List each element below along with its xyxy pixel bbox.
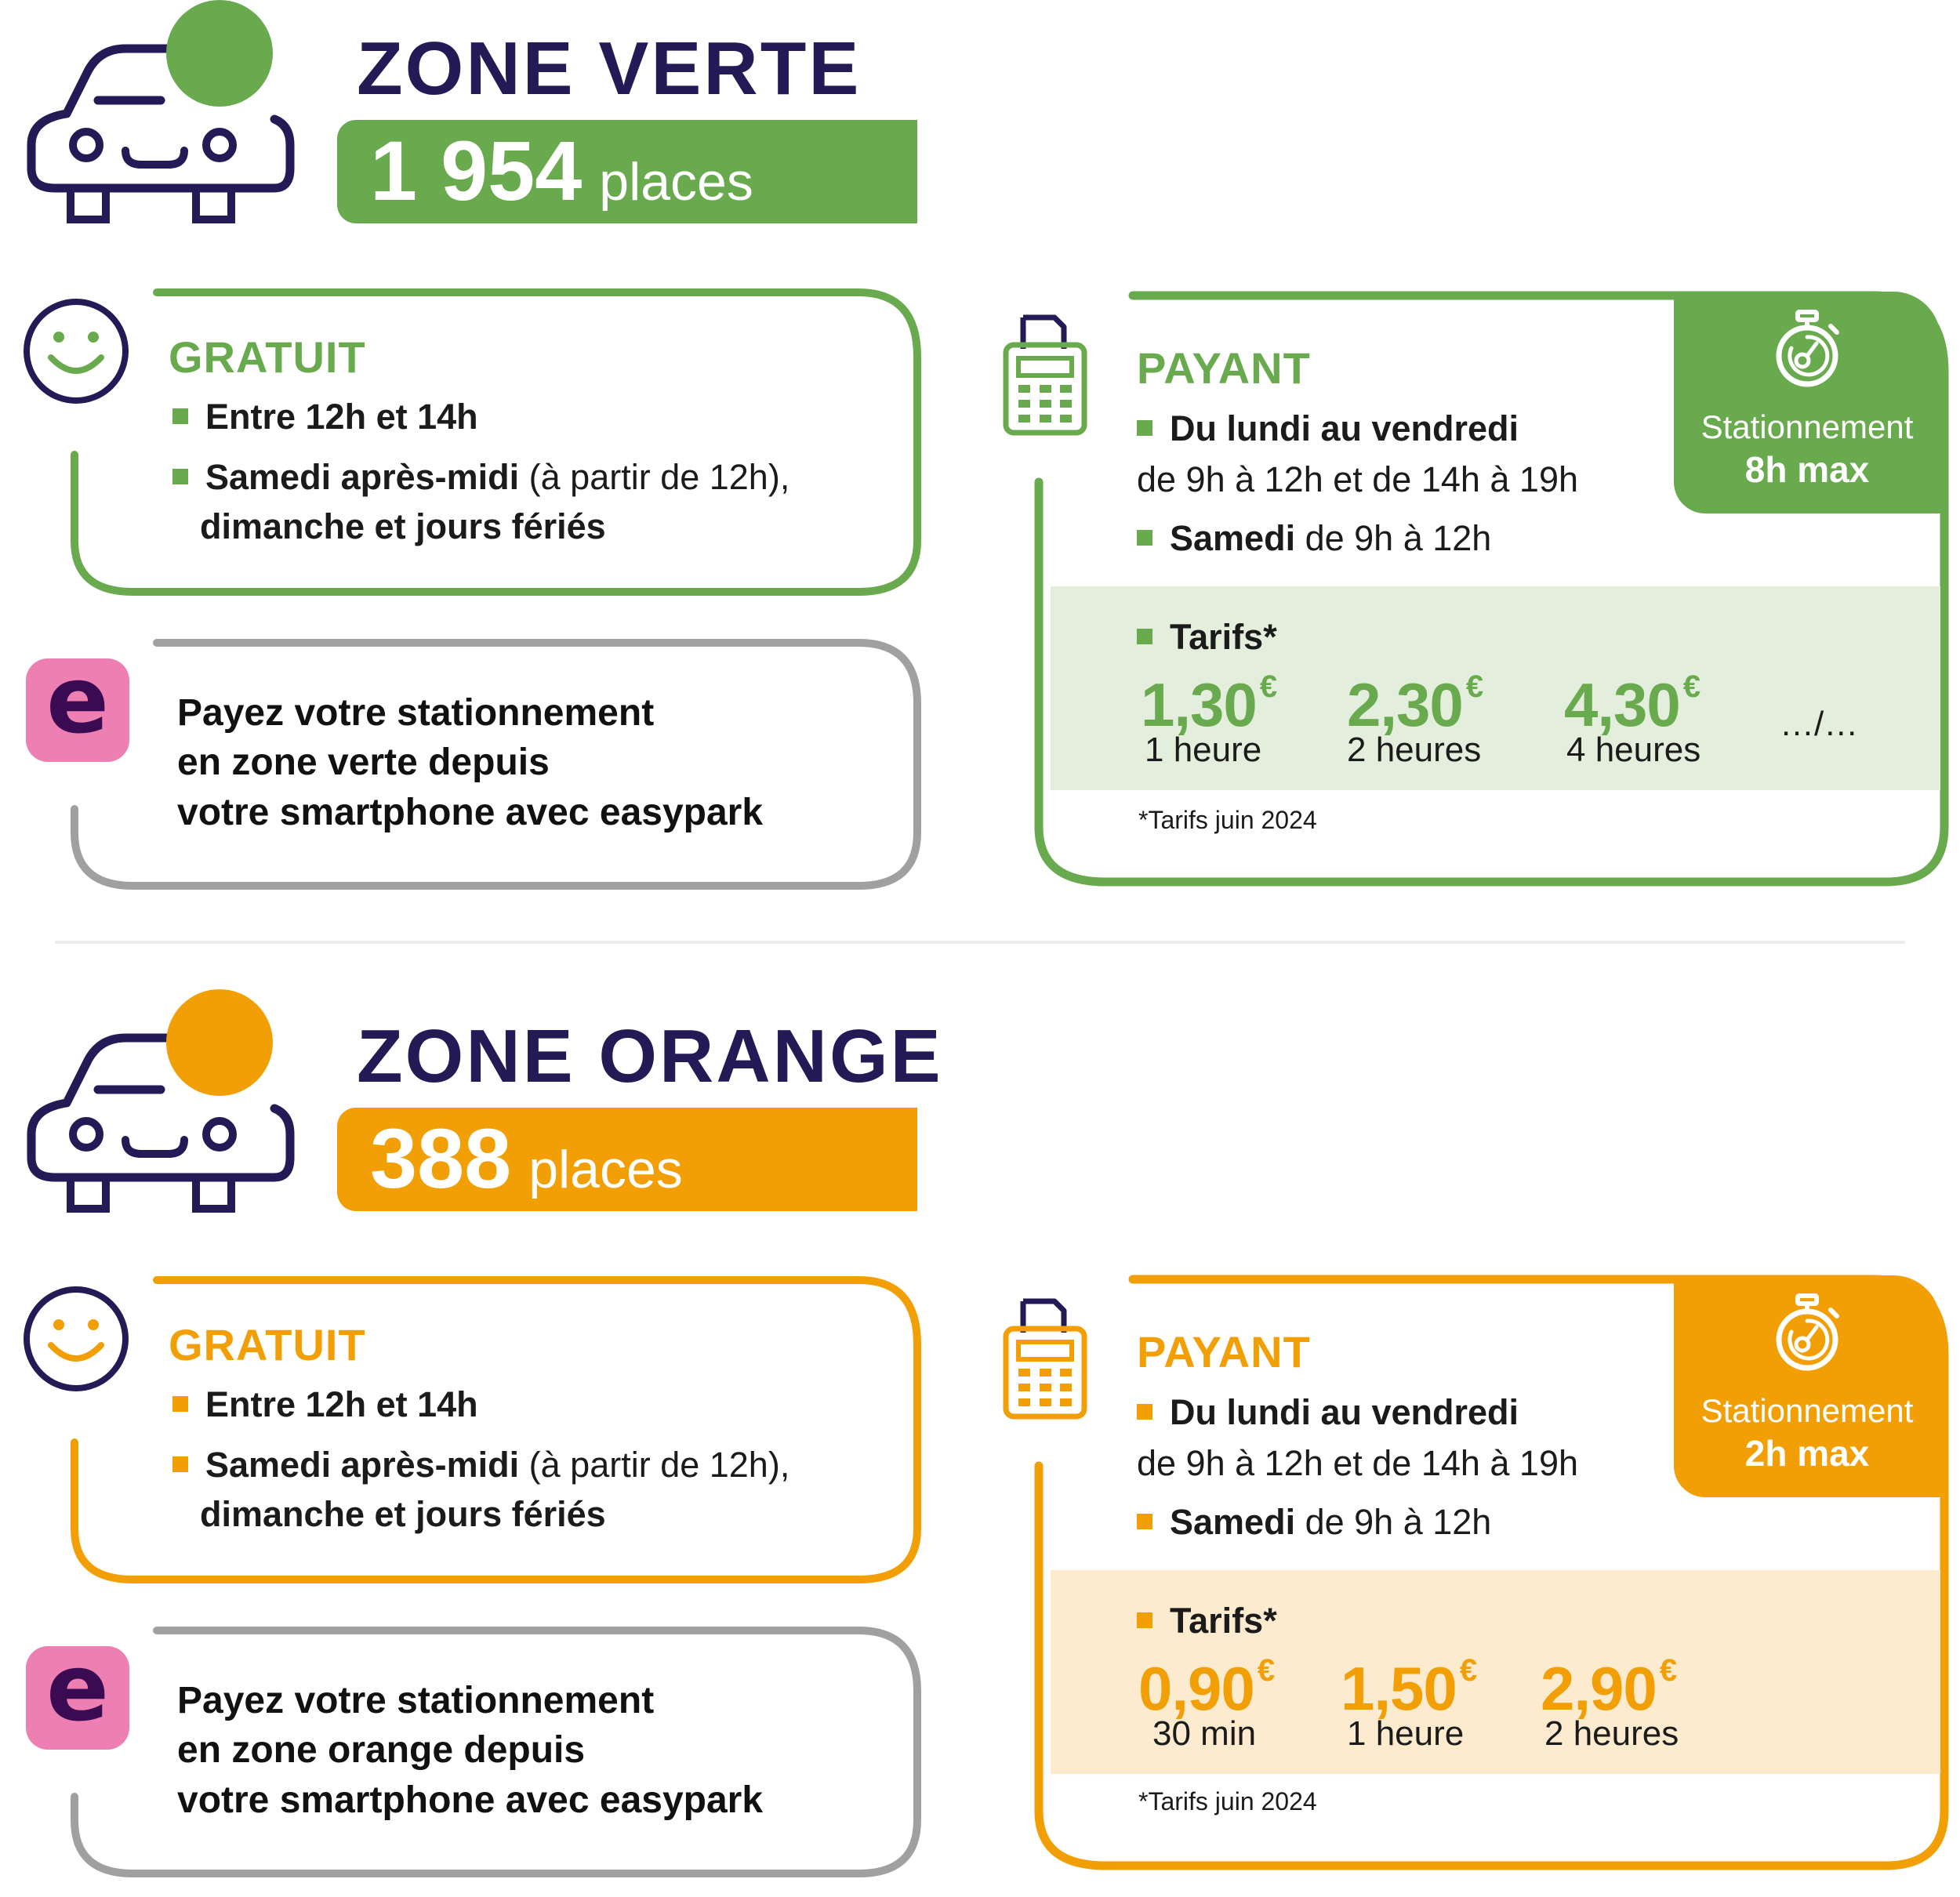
tarif-duration: 1 heure	[1347, 1714, 1465, 1753]
tarif-price: 4,30 €	[1564, 669, 1700, 739]
stopwatch-icon	[1768, 309, 1846, 387]
payant-item-1-line2: de 9h à 12h et de 14h à 19h	[1137, 459, 1579, 499]
bullet-square	[172, 469, 188, 484]
car-icon	[24, 989, 290, 1217]
tarif-price: 1,30 €	[1141, 669, 1277, 739]
payant-item-1: Du lundi au vendredi	[1137, 408, 1519, 450]
gratuit-item-2-line2: dimanche et jours fériés	[200, 1494, 606, 1534]
bullet-square	[172, 408, 188, 424]
payant-title: PAYANT	[1137, 1327, 1311, 1377]
bullet-square	[1137, 530, 1152, 546]
gratuit-item-2-line2: dimanche et jours fériés	[200, 506, 606, 546]
zone-title: ZONE VERTE	[357, 27, 862, 111]
places-label: places	[528, 1140, 683, 1199]
payant-title: PAYANT	[1137, 343, 1311, 393]
tarif-duration: 2 heures	[1347, 731, 1482, 769]
stopwatch-icon	[1768, 1293, 1846, 1371]
gratuit-item-2: Samedi après-midi (à partir de 12h),	[172, 1444, 789, 1486]
bullet-square	[1137, 1514, 1152, 1529]
gratuit-item-1: Entre 12h et 14h	[172, 1384, 478, 1426]
tarif-price: 1,50 €	[1341, 1653, 1477, 1723]
badge-label: Stationnement	[1700, 408, 1914, 445]
bullet-square	[1137, 629, 1152, 644]
gratuit-item-1: Entre 12h et 14h	[172, 396, 478, 438]
car-icon	[24, 0, 290, 227]
places-label: places	[599, 152, 753, 212]
gratuit-item-2: Samedi après-midi (à partir de 12h),	[172, 456, 789, 499]
tarif-price: 0,90 €	[1138, 1653, 1275, 1723]
places-bar	[337, 1108, 917, 1211]
duration-badge	[1674, 292, 1940, 513]
gratuit-title: GRATUIT	[169, 332, 366, 382]
gratuit-title: GRATUIT	[169, 1320, 366, 1369]
tarif-duration: 4 heures	[1566, 731, 1701, 769]
easypark-logo: e	[26, 1646, 129, 1750]
tarif-price: 2,30 €	[1347, 669, 1483, 739]
bullet-square	[172, 1396, 188, 1412]
tarif-price: 2,90 €	[1541, 1653, 1677, 1723]
bullet-square	[1137, 1612, 1152, 1628]
duration-badge	[1674, 1275, 1940, 1497]
places-bar	[337, 120, 917, 223]
badge-label: Stationnement	[1700, 1392, 1914, 1429]
places-count: 388	[370, 1111, 512, 1206]
tarifs-label: Tarifs*	[1137, 1600, 1277, 1642]
payant-item-2: Samedi de 9h à 12h	[1137, 517, 1491, 560]
easypark-logo: e	[26, 658, 129, 762]
tarifs-more: …/…	[1780, 705, 1859, 743]
easypark-text: Payez votre stationnement en zone verte depuis votre smartphone avec easypark	[177, 692, 764, 833]
section-divider	[55, 941, 1905, 944]
tarif-duration: 30 min	[1152, 1714, 1257, 1753]
easypark-text: Payez votre stationnement en zone orange depuis votre smartphone avec easypark	[177, 1680, 764, 1821]
tarifs-label: Tarifs*	[1137, 616, 1277, 658]
tarif-duration: 1 heure	[1145, 731, 1262, 769]
tarif-duration: 2 heures	[1544, 1714, 1679, 1753]
tarifs-footnote: *Tarifs juin 2024	[1138, 806, 1317, 834]
tarifs-footnote: *Tarifs juin 2024	[1138, 1787, 1317, 1815]
places-count: 1 954	[370, 123, 583, 218]
bullet-square	[1137, 1404, 1152, 1420]
badge-value: 8h max	[1744, 449, 1870, 490]
zone-title: ZONE ORANGE	[357, 1014, 943, 1098]
bullet-square	[172, 1456, 188, 1472]
payant-item-2: Samedi de 9h à 12h	[1137, 1501, 1491, 1543]
payant-item-1: Du lundi au vendredi	[1137, 1391, 1519, 1434]
payant-item-1-line2: de 9h à 12h et de 14h à 19h	[1137, 1443, 1579, 1483]
badge-value: 2h max	[1744, 1433, 1870, 1474]
bullet-square	[1137, 420, 1152, 436]
